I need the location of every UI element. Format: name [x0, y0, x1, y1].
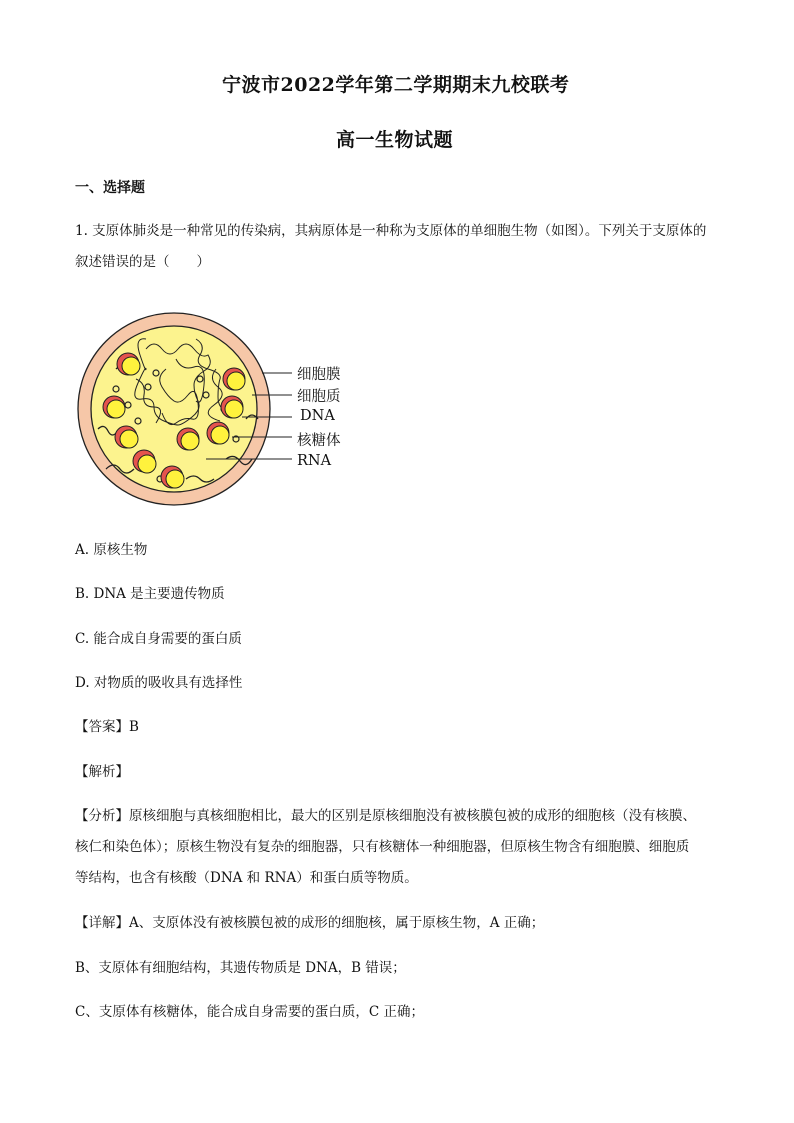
option-d: D. 对物质的吸收具有选择性 [75, 675, 243, 691]
analysis-detail-line-2: B、支原体有细胞结构，其遗传物质是 DNA，B 错误； [75, 960, 406, 976]
figure-label-dna: DNA [300, 408, 335, 424]
figure-label-cytoplasm: 细胞质 [297, 389, 341, 405]
figure-label-rna: RNA [297, 453, 332, 469]
document-subtitle: 高一生物试题 [336, 129, 454, 151]
analysis-heading: 【解析】 [75, 764, 129, 780]
question-stem-line-2: 叙述错误的是（ ） [75, 254, 210, 270]
document-title: 宁波市2022学年第二学期期末九校联考 [222, 74, 570, 96]
figure-label-cell-membrane: 细胞膜 [297, 367, 341, 383]
option-a: A. 原核生物 [75, 542, 148, 558]
section-heading: 一、选择题 [75, 180, 145, 196]
analysis-fenxi-line-3: 等结构，也含有核酸（DNA 和 RNA）和蛋白质等物质。 [75, 870, 418, 886]
option-c: C. 能合成自身需要的蛋白质 [75, 631, 242, 647]
analysis-detail-line-3: C、支原体有核糖体，能合成自身需要的蛋白质，C 正确； [75, 1004, 424, 1020]
option-b: B. DNA 是主要遗传物质 [75, 586, 225, 602]
question-stem-line-1: 1. 支原体肺炎是一种常见的传染病，其病原体是一种称为支原体的单细胞生物（如图）。下列关于支原体的 [75, 223, 707, 239]
figure-label-ribosome: 核糖体 [297, 433, 341, 449]
analysis-fenxi-line-2: 核仁和染色体）；原核生物没有复杂的细胞器，只有核糖体一种细胞器，但原核生物含有细胞膜、细胞质 [75, 839, 690, 855]
analysis-fenxi-line-1: 【分析】原核细胞与真核细胞相比，最大的区别是原核细胞没有被核膜包被的成形的细胞核（没有核膜、 [75, 808, 696, 824]
analysis-detail-line-1: 【详解】A、支原体没有被核膜包被的成形的细胞核，属于原核生物，A 正确； [75, 915, 545, 931]
answer-line: 【答案】B [75, 719, 139, 735]
